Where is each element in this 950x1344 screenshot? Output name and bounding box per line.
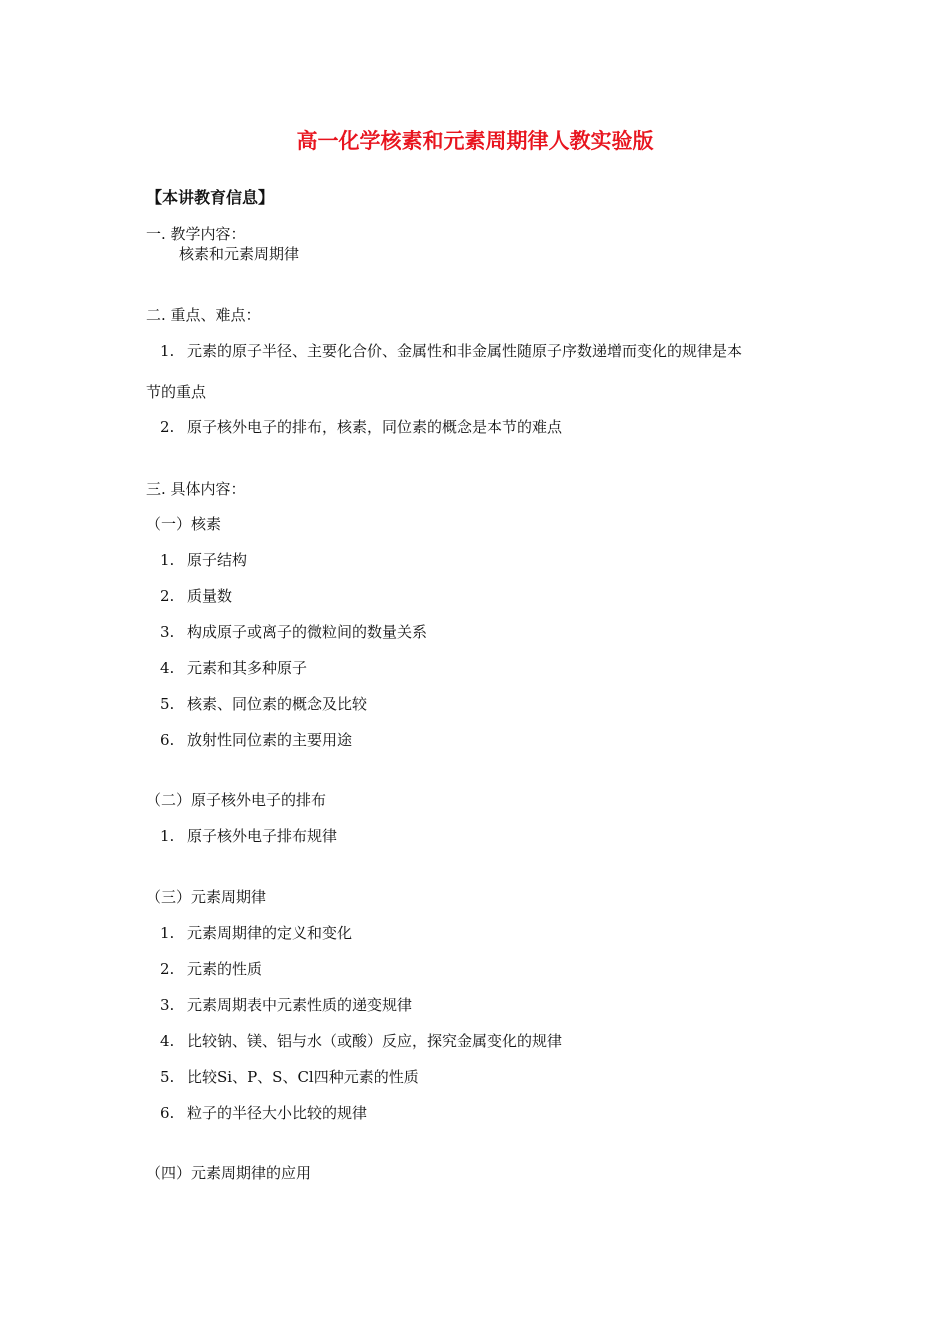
- list-item: 元素周期律的定义和变化: [187, 924, 353, 942]
- list-number: 1.: [160, 924, 175, 942]
- list-number: 2.: [160, 587, 175, 605]
- list-item: 构成原子或离子的微粒间的数量关系: [187, 623, 428, 641]
- list-number: 3.: [160, 623, 175, 641]
- list-number: 6.: [160, 731, 175, 749]
- section1-content: 核素和元素周期律: [179, 245, 300, 263]
- list-item: 原子核外电子排布规律: [187, 827, 338, 845]
- key-point-line1: 元素的原子半径、主要化合价、金属性和非金属性随原子序数递增而变化的规律是本: [187, 342, 743, 360]
- list-item: 元素和其多种原子: [187, 659, 308, 677]
- list-item: 粒子的半径大小比较的规律: [187, 1104, 368, 1122]
- list-item: 放射性同位素的主要用途: [187, 731, 353, 749]
- section1-label: 一. 教学内容：: [146, 225, 246, 243]
- list-number: 1.: [160, 551, 175, 569]
- subsection-label: （四）元素周期律的应用: [146, 1164, 312, 1182]
- section3-label: 三. 具体内容：: [146, 480, 246, 498]
- subsection-label: （二）原子核外电子的排布: [146, 791, 327, 809]
- key-point-line2: 节的重点: [146, 383, 207, 401]
- list-number: 4.: [160, 1032, 175, 1050]
- list-item: 元素的性质: [187, 960, 263, 978]
- list-number: 2.: [160, 960, 175, 978]
- subsection-label: （一）核素: [146, 515, 222, 533]
- list-number: 5.: [160, 695, 175, 713]
- document-title: 高一化学核素和元素周期律人教实验版: [296, 129, 654, 153]
- difficult-point: 原子核外电子的排布，核素，同位素的概念是本节的难点: [187, 418, 563, 436]
- list-item: 原子结构: [187, 551, 248, 569]
- info-header: 【本讲教育信息】: [146, 188, 275, 207]
- list-item: 比较Si、P、S、Cl四种元素的性质: [187, 1068, 419, 1086]
- subsection-label: （三）元素周期律: [146, 888, 267, 906]
- list-number: 6.: [160, 1104, 175, 1122]
- list-number: 4.: [160, 659, 175, 677]
- list-item: 质量数: [187, 587, 233, 605]
- list-number: 1.: [160, 827, 175, 845]
- list-item: 核素、同位素的概念及比较: [187, 695, 368, 713]
- list-number: 5.: [160, 1068, 175, 1086]
- list-item: 元素周期表中元素性质的递变规律: [187, 996, 413, 1014]
- section2-label: 二. 重点、难点：: [146, 306, 261, 324]
- list-number: 1.: [160, 342, 175, 360]
- list-number: 2.: [160, 418, 175, 436]
- list-number: 3.: [160, 996, 175, 1014]
- list-item: 比较钠、镁、铝与水（或酸）反应，探究金属变化的规律: [187, 1032, 563, 1050]
